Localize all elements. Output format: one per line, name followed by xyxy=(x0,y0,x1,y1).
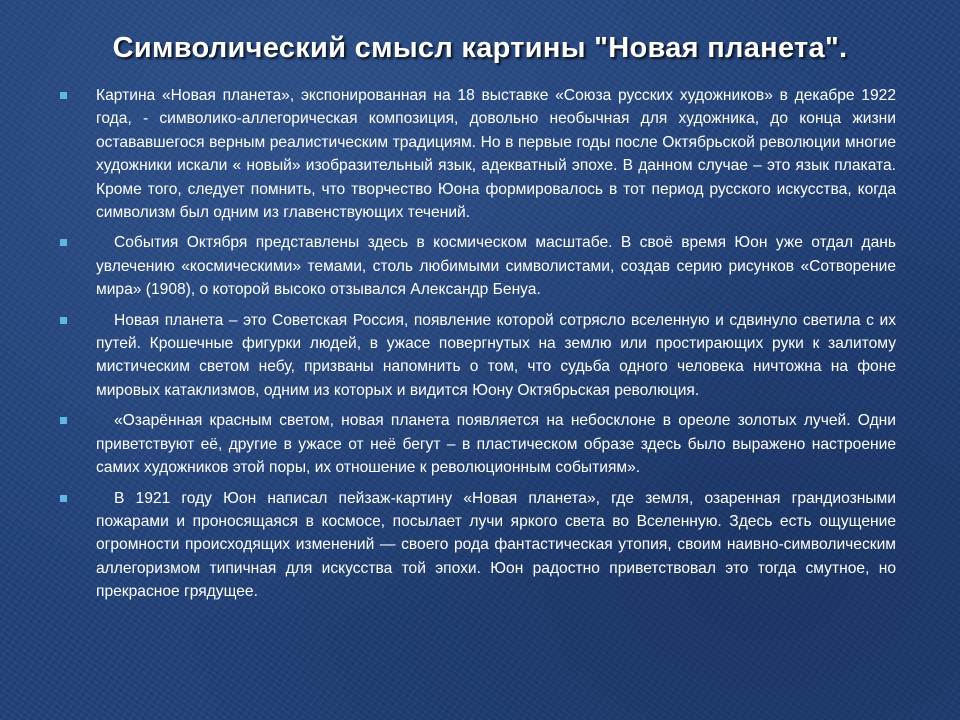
bullet-list xyxy=(58,84,896,611)
list-item xyxy=(58,84,896,224)
list-item xyxy=(58,231,896,301)
list-item xyxy=(58,409,896,479)
square-bullet-icon xyxy=(60,239,67,246)
list-item xyxy=(58,309,896,403)
square-bullet-icon xyxy=(60,495,67,502)
bullet-text: В 1921 году Юон написал пейзаж-картину «Новая планета», где земля, озаренная грандиозными пожарами и проносящаяся в космосе, посылает лучи яркого света во Вселенную. Здесь есть ощущение огромности происходящих изменений — своего рода фантастическая утопия, своим наивно-символическим аллегоризмом типичная для искусства той эпохи. Юон радостно приветствовал это тогда смутное, но прекрасное грядущее. xyxy=(96,489,896,601)
slide-title: Символический смысл картины "Новая планета". xyxy=(112,32,848,64)
list-item xyxy=(58,487,896,604)
square-bullet-icon xyxy=(60,92,67,99)
bullet-text: События Октября представлены здесь в космическом масштабе. В своё время Юон уже отдал дань увлечению «космическими» темами, столь любимыми символистами, создав серию рисунков «Сотворение мира» (1908), о которой высоко отзывался Александр Бенуа. xyxy=(96,234,896,299)
bullet-text: Картина «Новая планета», экспонированная на 18 выставке «Союза русских художников» в декабре 1922 года, - символико-аллегорическая композиция, довольно необычная для художника, до конца жизни остававшегося верным реалистическим традициям. Но в первые годы после Октябрьской революции многие художники искали « новый» изобразительный язык, адекватный эпохе. В данном случае – это язык плаката. Кроме того, следует помнить, что творчество Юона формировалось в тот период русского искусства, когда символизм был одним из главенствующих течений. xyxy=(96,87,896,222)
bullet-text: «Озарённая красным светом, новая планета появляется на небосклоне в ореоле золотых лучей. Одни приветствуют её, другие в ужасе от неё бегут – в пластическом образе здесь было выражено настроение самих художников этой поры, их отношение к революционным событиям». xyxy=(96,412,896,477)
square-bullet-icon xyxy=(60,417,67,424)
square-bullet-icon xyxy=(60,317,67,324)
bullet-text: Новая планета – это Советская Россия, появление которой сотрясло вселенную и сдвинуло светила с их путей. Крошечные фигурки людей, в ужасе повергнутых на землю или простирающих руки к залитому мистическим светом небу, призваны напомнить о том, что судьба одного человека ничтожна на фоне мировых катаклизмов, одним из которых и видится Юону Октябрьская революция. xyxy=(96,311,896,399)
